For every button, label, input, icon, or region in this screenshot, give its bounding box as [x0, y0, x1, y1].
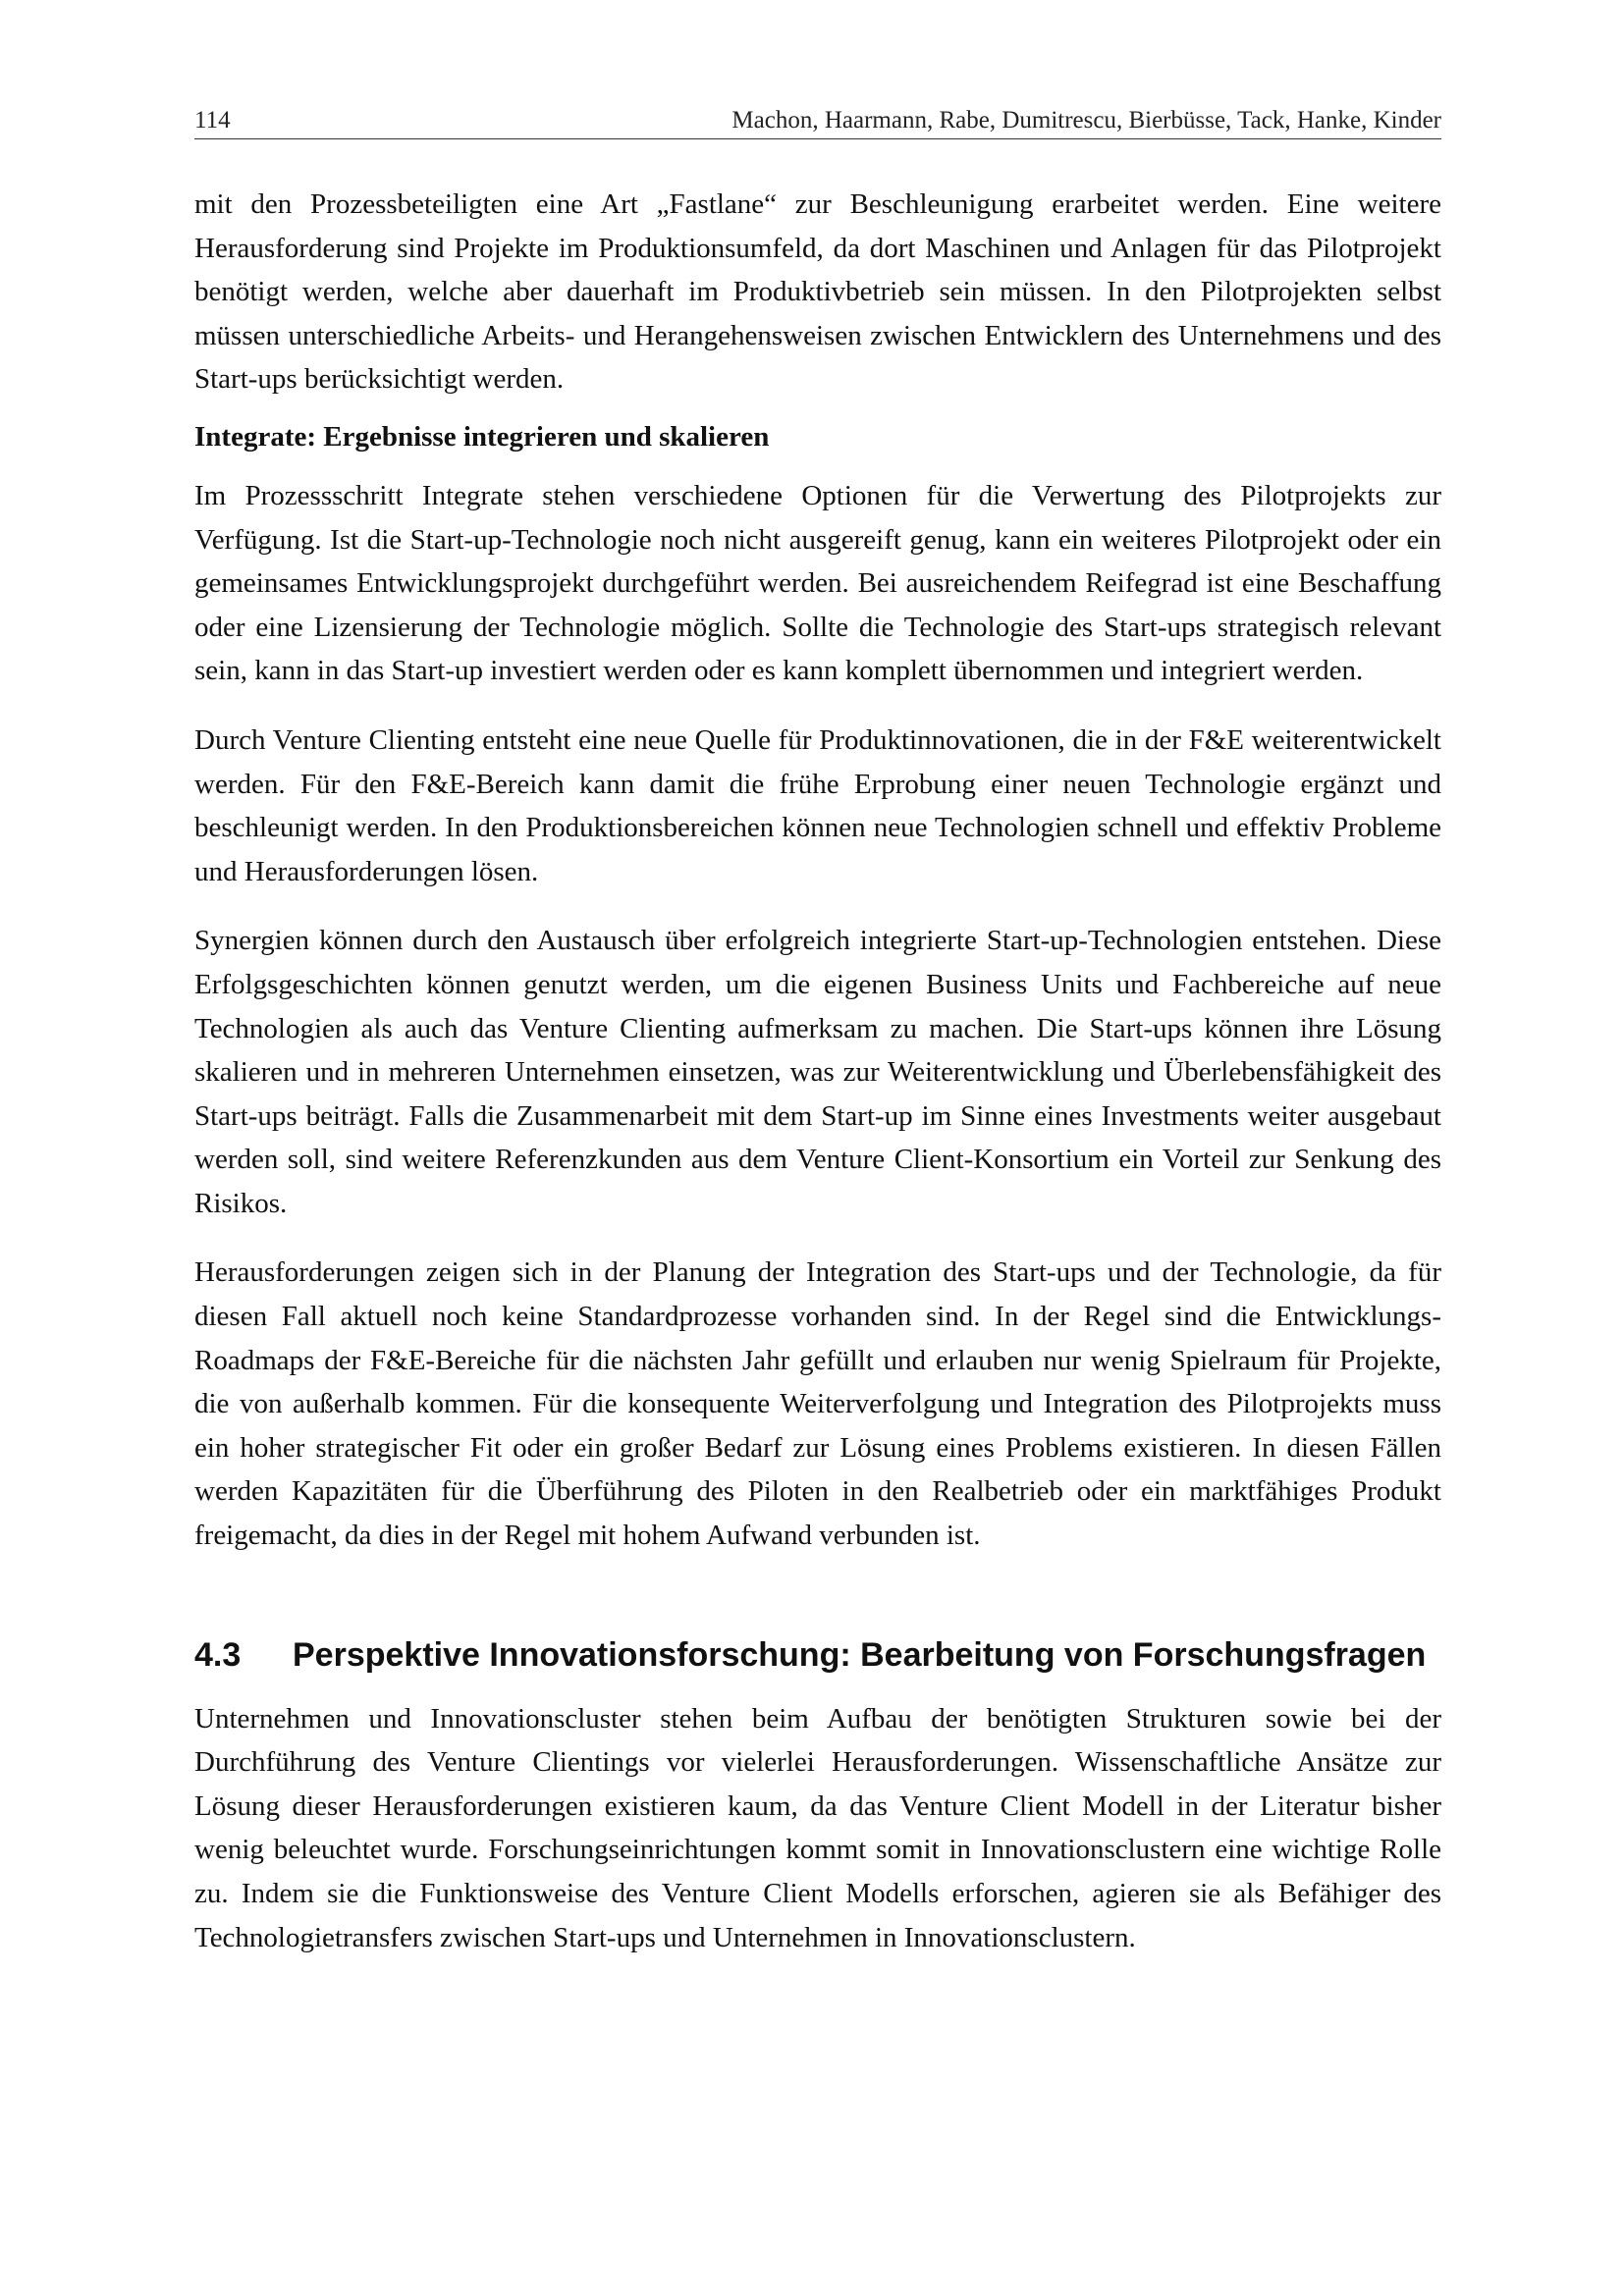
- paragraph-challenges: Herausforderungen zeigen sich in der Planung der Integration des Start-ups und der Technologie, da für diesen Fall aktuell noch keine Standardprozesse vorhanden sind. In der Regel sind die Entwicklungs-Roadmaps der F&E-Bereiche für die nächsten Jahr gefüllt und erlauben nur wenig Spielraum für Projekte, die von außerhalb kommen. Für die konsequente Weiterverfolgung und Integration des Pilotprojekts muss ein hoher strategischer Fit oder ein großer Bedarf zur Lösung eines Problems existieren. In diesen Fällen werden Kapazitäten für die Überführung des Piloten in den Realbetrieb oder ein marktfähiges Produkt freigemacht, da dies in der Regel mit hohem Aufwand verbunden ist.: [194, 1256, 1441, 1552]
- paragraph-research-role: Unternehmen und Innovationscluster stehen beim Aufbau der benötigten Strukturen sowie bei der Durchführung des Venture Clientings vor vielerlei Herausforderungen. Wissenschaftliche Ansätze zur Lösung dieser Herausforderungen existieren kaum, da das Venture Client Modell in der Literatur bisher wenig beleuchtet wurde. Forschungseinrichtungen kommt somit in Innovationsclustern eine wichtige Rolle zu. Indem sie die Funktionsweise des Venture Client Modells erforschen, agieren sie als Befähiger des Technologietransfers zwischen Start-ups und Unternehmen in Innovationsclustern.: [194, 1702, 1441, 1953]
- section-title: Perspektive Innovationsforschung: Bearbeitung von Forschungsfragen: [293, 1635, 1427, 1674]
- section-heading: [194, 1634, 1441, 1676]
- paragraph-product-innovation: Durch Venture Clienting entsteht eine neue Quelle für Produktinnovationen, die in der F&E weiterentwickelt werden. Für den F&E-Bereich kann damit die frühe Erprobung einer neuen Technologie ergänzt und beschleunigt werden. In den Produktionsbereichen können neue Technologien schnell und effektiv Probleme und Herausforderungen lösen.: [194, 723, 1441, 887]
- page-number: 114: [194, 107, 231, 133]
- author-list: Machon, Haarmann, Rabe, Dumitrescu, Bierbüsse, Tack, Hanke, Kinder: [731, 107, 1441, 133]
- paragraph-synergies: Synergien können durch den Austausch über erfolgreich integrierte Start-up-Technologien entstehen. Diese Erfolgsgeschichten können genutzt werden, um die eigenen Business Units und Fachbereiche auf neue Technologien als auch das Venture Clienting aufmerksam zu machen. Die Start-ups können ihre Lösung skalieren und in mehreren Unternehmen einsetzen, was zur Weiterentwicklung und Überlebensfähigkeit des Start-ups beiträgt. Falls die Zusammenarbeit mit dem Start-up im Sinne eines Investments weiter ausgebaut werden soll, sind weitere Referenzkunden aus dem Venture Client-Konsortium ein Vorteil zur Senkung des Risikos.: [194, 925, 1441, 1219]
- subheading-integrate: Integrate: Ergebnisse integrieren und skalieren: [194, 420, 770, 453]
- paragraph-integrate-options: Im Prozessschritt Integrate stehen verschiedene Optionen für die Verwertung des Pilotprojekts zur Verfügung. Ist die Start-up-Technologie noch nicht ausgereift genug, kann ein weiteres Pilotprojekt oder ein gemeinsames Entwicklungsprojekt durchgeführt werden. Bei ausreichendem Reifegrad ist eine Beschaffung oder eine Lizensierung der Technologie möglich. Sollte die Technologie des Start-ups strategisch relevant sein, kann in das Start-up investiert werden oder es kann komplett übernommen und integriert werden.: [194, 479, 1441, 687]
- section-number: 4.3: [194, 1635, 242, 1674]
- document-page: [194, 106, 1441, 1959]
- body-text: [194, 183, 1441, 1959]
- running-header: [194, 106, 1441, 139]
- paragraph-fastlane: mit den Prozessbeteiligten eine Art „Fastlane“ zur Beschleunigung erarbeitet werden. Eine weitere Herausforderung sind Projekte im Produktionsumfeld, da dort Maschinen und Anlagen für das Pilotprojekt benötigt werden, welche aber dauerhaft im Produktivbetrieb sein müssen. In den Pilotprojekten selbst müssen unterschiedliche Arbeits- und Herangehensweisen zwischen Entwicklern des Unternehmens und des Start-ups berücksichtigt werden.: [194, 188, 1441, 396]
